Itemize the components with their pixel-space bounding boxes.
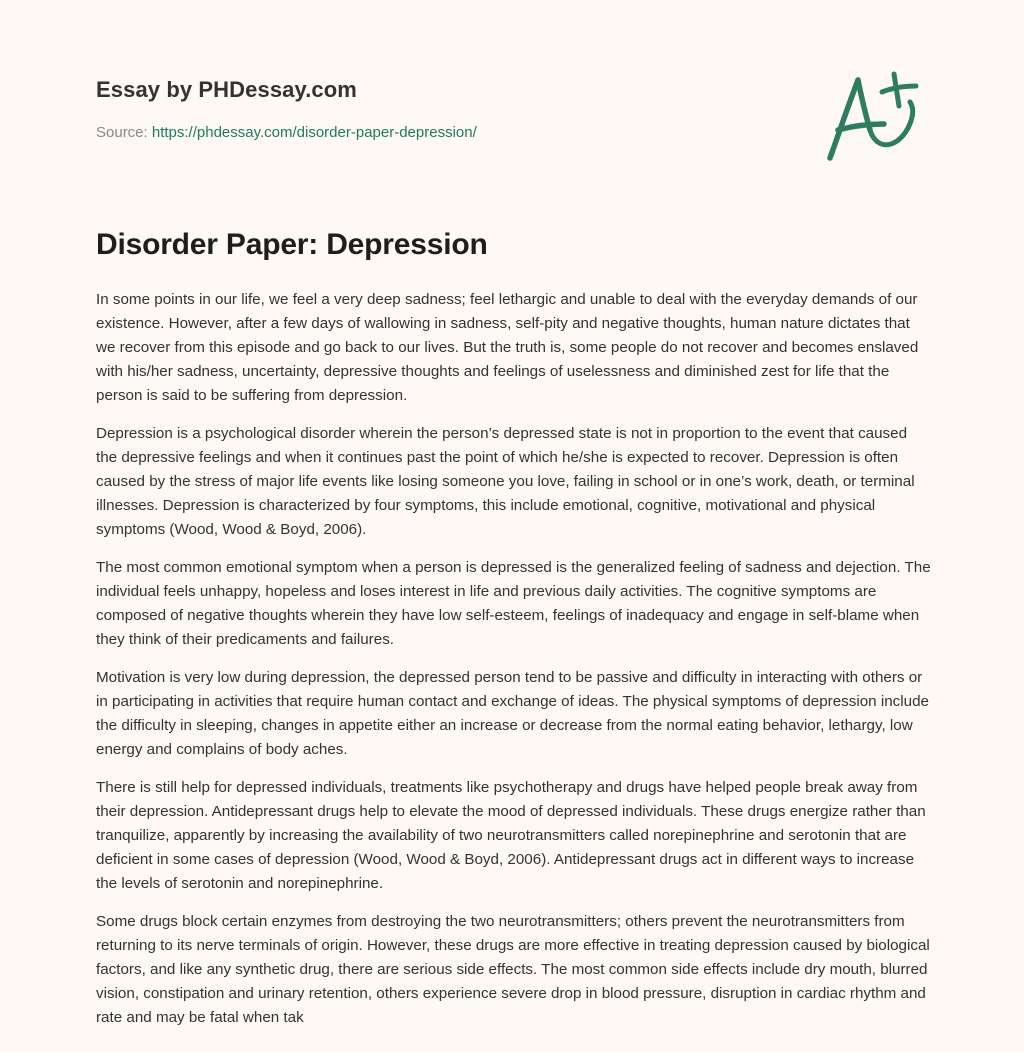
essay-title: Disorder Paper: Depression bbox=[96, 228, 488, 261]
essay-paragraph: Depression is a psychological disorder wherein the person’s depressed state is not in proportion to the event that caused the depressive feelings and when it continues past the point of which he/she is expected to recover. Depression is often caused by the stress of major life events like losing someone you love, failing in school or in one’s work, death, or terminal illnesses. Depression is characterized by four symptoms, this include emotional, cognitive, motivational and physical symptoms (Wood, Wood & Boyd, 2006). bbox=[96, 425, 915, 538]
source-link[interactable]: https://phdessay.com/disorder-paper-depression/ bbox=[151, 124, 477, 141]
essay-paragraph: Some drugs block certain enzymes from destroying the two neurotransmitters; others prevent the neurotransmitters from returning to its nerve terminals of origin. However, these drugs are more effective in treating depression caused by biological factors, and like any synthetic drug, there are serious side effects. The most common side effects include dry mouth, blurred vision, constipation and urinary retention, others experience severe drop in blood pressure, disruption in cardiac rhythm and rate and may be fatal when tak bbox=[96, 913, 930, 1026]
essay-paragraph: Motivation is very low during depression, the depressed person tend to be passive and difficulty in interacting with others or in participating in activities that require human contact and exchange of ideas. The physical symptoms of depression include the difficulty in sleeping, changes in appetite either an increase or decrease from the normal eating behavior, lethargy, low energy and complains of body aches. bbox=[96, 669, 929, 758]
a-plus-grade-icon bbox=[818, 66, 928, 166]
source-label: Source: bbox=[96, 124, 152, 141]
source-line bbox=[96, 123, 796, 143]
essay-paragraph: The most common emotional symptom when a person is depressed is the generalized feeling of sadness and dejection. The individual feels unhappy, hopeless and loses interest in life and previous daily activities. The cognitive symptoms are composed of negative thoughts wherein they have low self-esteem, feelings of inadequacy and engage in self-blame when they think of their predicaments and failures. bbox=[96, 559, 931, 648]
essay-paragraph: In some points in our life, we feel a very deep sadness; feel lethargic and unable to deal with the everyday demands of our existence. However, after a few days of wallowing in sadness, self-pity and negative thoughts, human nature dictates that we recover from this episode and go back to our lives. But the truth is, some people do not recover and becomes enslaved with his/her sadness, uncertainty, depressive thoughts and feelings of uselessness and diminished zest for life that the person is said to be suffering from depression. bbox=[96, 291, 919, 404]
page-header bbox=[96, 76, 796, 143]
essay-paragraph: There is still help for depressed individuals, treatments like psychotherapy and drugs have helped people break away from their depression. Antidepressant drugs help to elevate the mood of depressed individuals. These drugs energize rather than tranquilize, apparently by increasing the availability of two neurotransmitters called norepinephrine and serotonin that are deficient in some cases of depression (Wood, Wood & Boyd, 2006). Antidepressant drugs act in different ways to increase the levels of serotonin and norepinephrine. bbox=[96, 779, 926, 892]
site-title: Essay by PHDessay.com bbox=[96, 77, 357, 102]
essay-body bbox=[96, 288, 932, 1030]
essay-content bbox=[96, 225, 932, 1044]
